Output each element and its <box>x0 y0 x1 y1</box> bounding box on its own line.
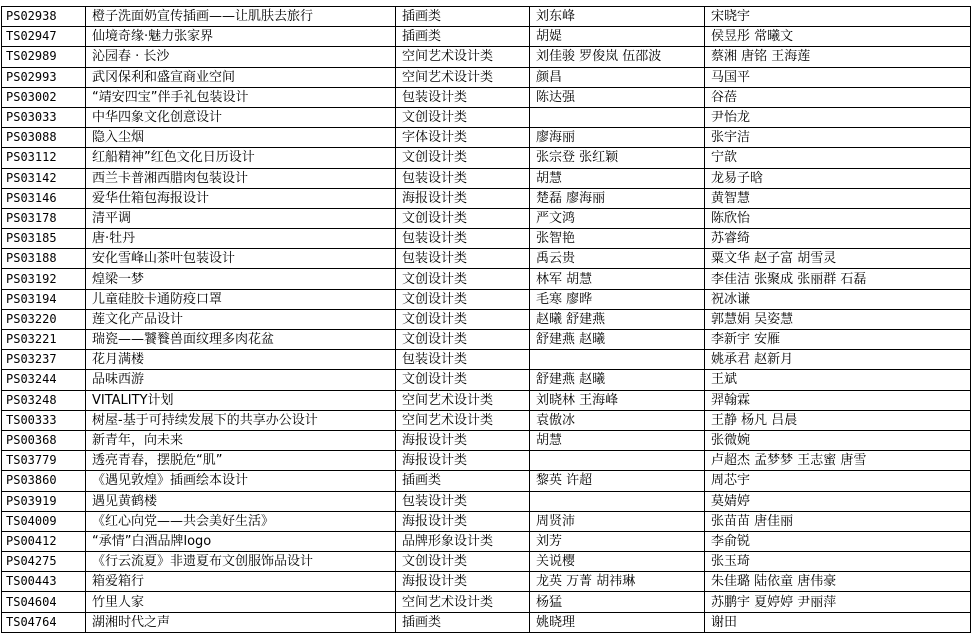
entry-id-cell: PS03194 <box>2 289 86 309</box>
table-row <box>2 67 971 87</box>
advisor-cell: 张宗登 张红颖 <box>530 148 705 168</box>
entries-table-body <box>2 7 971 633</box>
work-title-cell: 儿童硅胶卡通防疫口罩 <box>86 289 396 309</box>
table-row <box>2 229 971 249</box>
entry-id-cell: PS03185 <box>2 229 86 249</box>
work-title-cell: 清平调 <box>86 208 396 228</box>
advisor-cell: 林军 胡慧 <box>530 269 705 289</box>
table-row <box>2 592 971 612</box>
work-title-cell: 遇见黄鹤楼 <box>86 491 396 511</box>
entry-id-cell: PS03221 <box>2 330 86 350</box>
work-title-cell: 仙境奇缘·魅力张家界 <box>86 27 396 47</box>
work-title-cell: 红船精神”红色文化日历设计 <box>86 148 396 168</box>
work-title-cell: “靖安四宝”伴手礼包装设计 <box>86 87 396 107</box>
advisor-cell <box>530 107 705 127</box>
category-cell: 空间艺术设计类 <box>396 390 530 410</box>
category-cell: 文创设计类 <box>396 370 530 390</box>
author-cell: 尹怡龙 <box>705 107 971 127</box>
entry-id-cell: TS02947 <box>2 27 86 47</box>
entry-id-cell: PS00368 <box>2 430 86 450</box>
entry-id-cell: PS03237 <box>2 350 86 370</box>
category-cell: 空间艺术设计类 <box>396 592 530 612</box>
work-title-cell: 箱爱箱行 <box>86 572 396 592</box>
author-cell: 李新宇 安雁 <box>705 330 971 350</box>
advisor-cell: 楚磊 廖海丽 <box>530 188 705 208</box>
entries-table <box>1 6 971 633</box>
work-title-cell: 莲文化产品设计 <box>86 309 396 329</box>
table-row <box>2 289 971 309</box>
advisor-cell: 禹云贵 <box>530 249 705 269</box>
table-row <box>2 430 971 450</box>
entry-id-cell: PS02938 <box>2 7 86 27</box>
category-cell: 插画类 <box>396 27 530 47</box>
advisor-cell: 颜昌 <box>530 67 705 87</box>
author-cell: 龙易子晗 <box>705 168 971 188</box>
table-row <box>2 330 971 350</box>
table-row <box>2 451 971 471</box>
table-row <box>2 471 971 491</box>
table-row <box>2 107 971 127</box>
category-cell: 包装设计类 <box>396 87 530 107</box>
category-cell: 插画类 <box>396 7 530 27</box>
entry-id-cell: PS03248 <box>2 390 86 410</box>
category-cell: 海报设计类 <box>396 430 530 450</box>
work-title-cell: 品味西游 <box>86 370 396 390</box>
entry-id-cell: TS00333 <box>2 410 86 430</box>
entry-id-cell: PS03244 <box>2 370 86 390</box>
advisor-cell: 关说樱 <box>530 552 705 572</box>
work-title-cell: 花月满楼 <box>86 350 396 370</box>
author-cell: 羿翰霖 <box>705 390 971 410</box>
table-row <box>2 390 971 410</box>
category-cell: 海报设计类 <box>396 188 530 208</box>
work-title-cell: 橙子洗面奶宣传插画——让肌肤去旅行 <box>86 7 396 27</box>
author-cell: 张微婉 <box>705 430 971 450</box>
work-title-cell: 竹里人家 <box>86 592 396 612</box>
work-title-cell: 瑞瓷——饕餮兽面纹理多肉花盆 <box>86 330 396 350</box>
table-row <box>2 491 971 511</box>
work-title-cell: 《行云流夏》非遗夏布文创服饰品设计 <box>86 552 396 572</box>
entry-id-cell: PS03192 <box>2 269 86 289</box>
entry-id-cell: PS03033 <box>2 107 86 127</box>
work-title-cell: 隐入尘烟 <box>86 128 396 148</box>
author-cell: 王静 杨凡 吕晨 <box>705 410 971 430</box>
work-title-cell: 武冈保利和盛宣商业空间 <box>86 67 396 87</box>
category-cell: 包装设计类 <box>396 350 530 370</box>
advisor-cell <box>530 491 705 511</box>
category-cell: 文创设计类 <box>396 208 530 228</box>
work-title-cell: 爱华仕箱包海报设计 <box>86 188 396 208</box>
category-cell: 文创设计类 <box>396 289 530 309</box>
category-cell: 海报设计类 <box>396 572 530 592</box>
advisor-cell: 袁傲冰 <box>530 410 705 430</box>
category-cell: 空间艺术设计类 <box>396 410 530 430</box>
entry-id-cell: PS03112 <box>2 148 86 168</box>
work-title-cell: 《红心向党——共会美好生活》 <box>86 511 396 531</box>
advisor-cell: 张智艳 <box>530 229 705 249</box>
entry-id-cell: PS04275 <box>2 552 86 572</box>
entry-id-cell: PS03919 <box>2 491 86 511</box>
advisor-cell: 毛寒 廖晔 <box>530 289 705 309</box>
author-cell: 谢田 <box>705 612 971 632</box>
advisor-cell: 廖海丽 <box>530 128 705 148</box>
author-cell: 周芯宇 <box>705 471 971 491</box>
table-row <box>2 188 971 208</box>
entry-id-cell: PS03002 <box>2 87 86 107</box>
entry-id-cell: TS03779 <box>2 451 86 471</box>
advisor-cell: 舒建燕 赵曦 <box>530 330 705 350</box>
category-cell: 插画类 <box>396 471 530 491</box>
work-title-cell: 新青年，向未来 <box>86 430 396 450</box>
work-title-cell: 煌梁一梦 <box>86 269 396 289</box>
author-cell: 莫婧婷 <box>705 491 971 511</box>
category-cell: 文创设计类 <box>396 552 530 572</box>
advisor-cell: 刘东峰 <box>530 7 705 27</box>
author-cell: 郭慧娟 吴姿慧 <box>705 309 971 329</box>
entry-id-cell: TS00443 <box>2 572 86 592</box>
work-title-cell: 中华四象文化创意设计 <box>86 107 396 127</box>
entry-id-cell: PS03178 <box>2 208 86 228</box>
advisor-cell: 姚晓理 <box>530 612 705 632</box>
work-title-cell: 树屋-基于可持续发展下的共享办公设计 <box>86 410 396 430</box>
entry-id-cell: TS02989 <box>2 47 86 67</box>
work-title-cell: 湖湘时代之声 <box>86 612 396 632</box>
work-title-cell: 安化雪峰山茶叶包装设计 <box>86 249 396 269</box>
table-row <box>2 47 971 67</box>
author-cell: 朱佳璐 陆依童 唐伟豪 <box>705 572 971 592</box>
category-cell: 字体设计类 <box>396 128 530 148</box>
entry-id-cell: PS02993 <box>2 67 86 87</box>
table-row <box>2 350 971 370</box>
entry-id-cell: TS04764 <box>2 612 86 632</box>
entry-id-cell: TS04009 <box>2 511 86 531</box>
work-title-cell: VITALITY计划 <box>86 390 396 410</box>
advisor-cell: 胡媞 <box>530 27 705 47</box>
entry-id-cell: PS03146 <box>2 188 86 208</box>
table-row <box>2 370 971 390</box>
work-title-cell: 西兰卡普湘西腊肉包装设计 <box>86 168 396 188</box>
work-title-cell: 透亮青春，摆脱危“肌” <box>86 451 396 471</box>
table-row <box>2 168 971 188</box>
advisor-cell: 陈达强 <box>530 87 705 107</box>
advisor-cell: 胡慧 <box>530 168 705 188</box>
advisor-cell: 赵曦 舒建燕 <box>530 309 705 329</box>
category-cell: 品牌形象设计类 <box>396 531 530 551</box>
work-title-cell: “承情”白酒品牌logo <box>86 531 396 551</box>
author-cell: 李俞锐 <box>705 531 971 551</box>
author-cell: 李佳洁 张聚成 张丽群 石磊 <box>705 269 971 289</box>
table-row <box>2 572 971 592</box>
work-title-cell: 《遇见敦煌》插画绘本设计 <box>86 471 396 491</box>
entry-id-cell: PS03142 <box>2 168 86 188</box>
category-cell: 包装设计类 <box>396 168 530 188</box>
category-cell: 包装设计类 <box>396 229 530 249</box>
table-row <box>2 128 971 148</box>
category-cell: 文创设计类 <box>396 309 530 329</box>
entry-id-cell: PS03188 <box>2 249 86 269</box>
entry-id-cell: TS04604 <box>2 592 86 612</box>
work-title-cell: 唐·牡丹 <box>86 229 396 249</box>
author-cell: 宁歆 <box>705 148 971 168</box>
table-row <box>2 269 971 289</box>
author-cell: 谷蓓 <box>705 87 971 107</box>
entry-id-cell: PS03860 <box>2 471 86 491</box>
advisor-cell: 舒建燕 赵曦 <box>530 370 705 390</box>
author-cell: 宋晓宇 <box>705 7 971 27</box>
entry-id-cell: PS03088 <box>2 128 86 148</box>
advisor-cell: 刘芳 <box>530 531 705 551</box>
author-cell: 张苗苗 唐佳丽 <box>705 511 971 531</box>
advisor-cell: 刘佳骏 罗俊岚 伍邵波 <box>530 47 705 67</box>
table-row <box>2 511 971 531</box>
advisor-cell: 杨猛 <box>530 592 705 612</box>
table-row <box>2 531 971 551</box>
author-cell: 侯昱彤 常曦文 <box>705 27 971 47</box>
work-title-cell: 沁园春 · 长沙 <box>86 47 396 67</box>
table-row <box>2 612 971 632</box>
advisor-cell <box>530 451 705 471</box>
table-row <box>2 87 971 107</box>
author-cell: 祝冰谦 <box>705 289 971 309</box>
table-row <box>2 148 971 168</box>
table-row <box>2 309 971 329</box>
table-row <box>2 27 971 47</box>
category-cell: 文创设计类 <box>396 269 530 289</box>
category-cell: 文创设计类 <box>396 107 530 127</box>
advisor-cell: 黎英 许超 <box>530 471 705 491</box>
advisor-cell: 严文鸿 <box>530 208 705 228</box>
advisor-cell: 龙英 万菁 胡祎琳 <box>530 572 705 592</box>
author-cell: 姚承君 赵新月 <box>705 350 971 370</box>
category-cell: 海报设计类 <box>396 451 530 471</box>
entry-id-cell: PS03220 <box>2 309 86 329</box>
category-cell: 包装设计类 <box>396 491 530 511</box>
table-row <box>2 552 971 572</box>
category-cell: 空间艺术设计类 <box>396 67 530 87</box>
table-row <box>2 208 971 228</box>
advisor-cell <box>530 350 705 370</box>
author-cell: 张宇洁 <box>705 128 971 148</box>
advisor-cell: 刘晓林 王海峰 <box>530 390 705 410</box>
author-cell: 马国平 <box>705 67 971 87</box>
table-row <box>2 410 971 430</box>
entry-id-cell: PS00412 <box>2 531 86 551</box>
category-cell: 文创设计类 <box>396 330 530 350</box>
author-cell: 黄智慧 <box>705 188 971 208</box>
category-cell: 包装设计类 <box>396 249 530 269</box>
author-cell: 王斌 <box>705 370 971 390</box>
author-cell: 苏睿绮 <box>705 229 971 249</box>
category-cell: 文创设计类 <box>396 148 530 168</box>
table-row <box>2 7 971 27</box>
author-cell: 蔡湘 唐铭 王海莲 <box>705 47 971 67</box>
category-cell: 海报设计类 <box>396 511 530 531</box>
author-cell: 卢超杰 孟梦梦 王志蜜 唐雪 <box>705 451 971 471</box>
author-cell: 粟文华 赵子富 胡雪灵 <box>705 249 971 269</box>
advisor-cell: 周贤沛 <box>530 511 705 531</box>
author-cell: 苏鹏宇 夏婷婷 尹丽萍 <box>705 592 971 612</box>
category-cell: 插画类 <box>396 612 530 632</box>
author-cell: 陈欣怡 <box>705 208 971 228</box>
category-cell: 空间艺术设计类 <box>396 47 530 67</box>
advisor-cell: 胡慧 <box>530 430 705 450</box>
author-cell: 张玉琦 <box>705 552 971 572</box>
table-row <box>2 249 971 269</box>
